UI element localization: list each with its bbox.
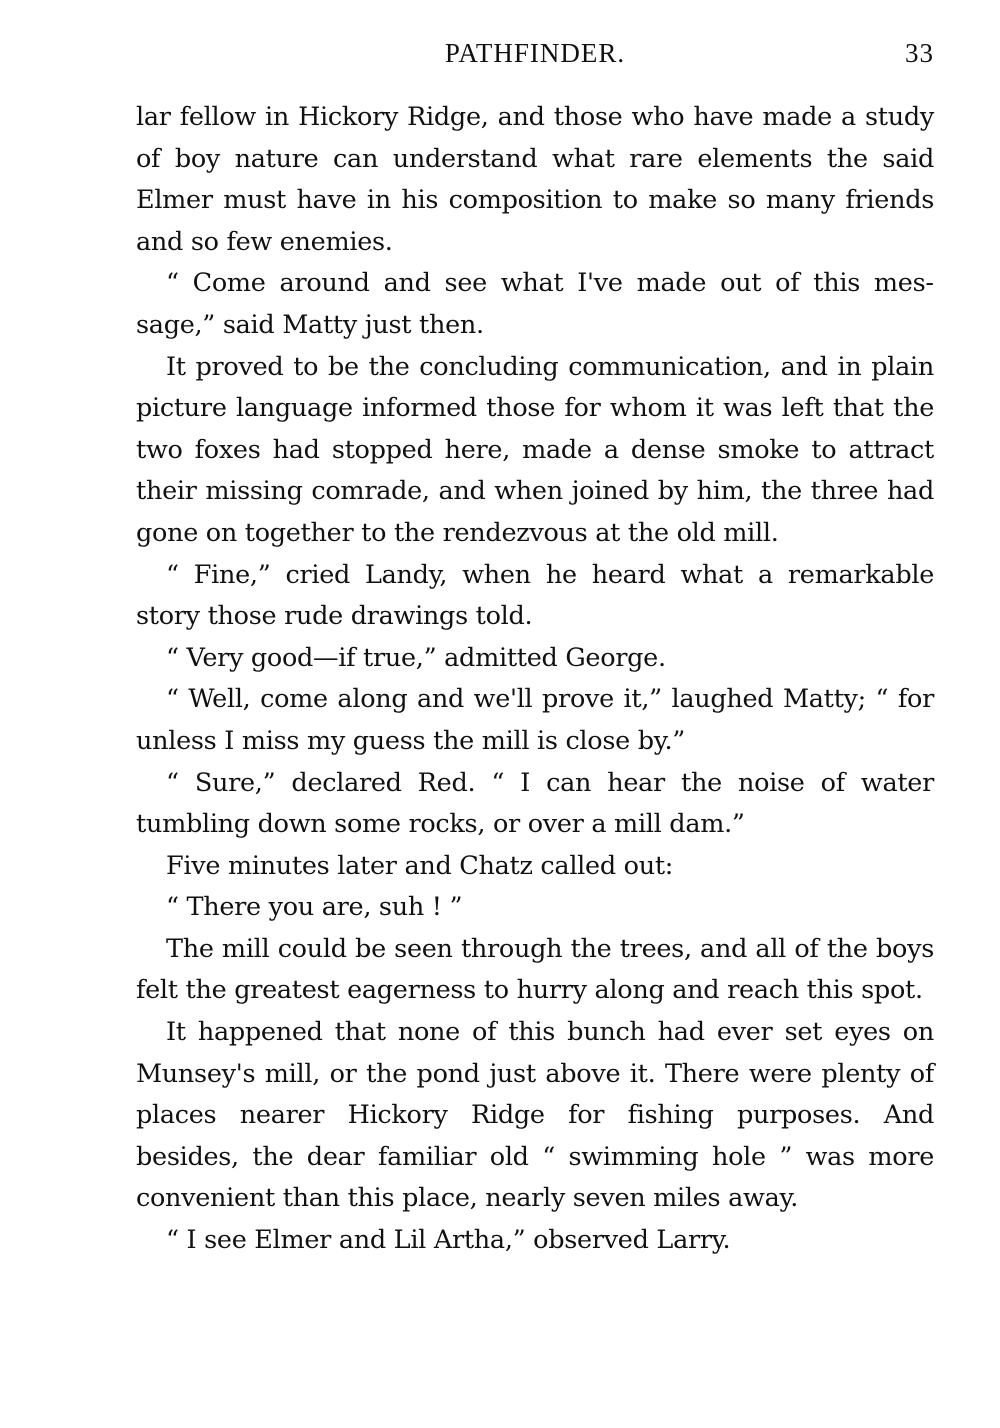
paragraph-red-sure: “ Sure,” declared Red. “ I can hear the noise of water tumbling down some rocks, or over a mill dam.” xyxy=(136,767,934,840)
paragraph-matty-well: “ Well, come along and we'll prove it,” laughed Matty; “ for unless I miss my guess the mill is close by.” xyxy=(136,684,934,756)
paragraph-larry-observed: “ I see Elmer and Lil Artha,” observed Larry. xyxy=(166,1225,731,1256)
body-text xyxy=(136,97,934,1262)
running-title: PATHFINDER. xyxy=(444,38,626,68)
paragraph-mill-seen: The mill could be seen through the trees, and all of the boys felt the greatest eagerness to hurry along and reach this spot. xyxy=(136,933,934,1006)
paragraph-continuation: lar fellow in Hickory Ridge, and those who have made a study of boy nature can understand what rare elements the said Elmer must have in his composition to make so many friends and so few enemies. xyxy=(136,102,934,257)
paragraph-munseys-mill: It happened that none of this bunch had ever set eyes on Munsey's mill, or the pond just above it. There were plenty of places nearer Hickory Ridge for fishing purposes. And besides, the dear familiar old “ swimming hole ” was more convenient than this place, nearly seven miles away. xyxy=(136,1017,934,1214)
paragraph-matty-message: “ Come around and see what I've made out of this message,” said Matty just then. xyxy=(136,268,934,340)
running-header xyxy=(136,38,934,78)
paragraph-chatz-there: “ There you are, suh ! ” xyxy=(166,892,463,923)
paragraph-concluding-communication: It proved to be the concluding communication, and in plain picture language informed those for whom it was left that the two foxes had stopped here, made a dense smoke to attract their missing comrade, and when joined by him, the three had gone on together to the rendezvous at the old mill. xyxy=(136,351,934,548)
paragraph-five-minutes: Five minutes later and Chatz called out: xyxy=(166,850,674,881)
page-number: 33 xyxy=(905,38,934,68)
paragraph-george-very-good: “ Very good—if true,” admitted George. xyxy=(166,642,666,673)
paragraph-landy-fine: “ Fine,” cried Landy, when he heard what a remarkable story those rude drawings told. xyxy=(136,559,934,632)
